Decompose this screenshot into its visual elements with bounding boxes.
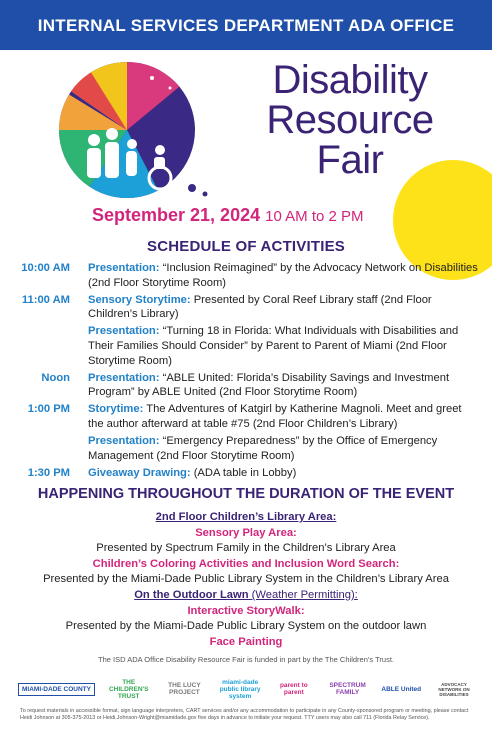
sensory-text: Presented by Spectrum Family in the Children’s Library Area (96, 542, 396, 555)
accessibility-fine-print: To request materials in accessible format, sign language interpreters, CART services and/or any accommodation to participate in any County-sponsored program or meeting, please contact Heidi Johnson at 305-375-2013 or Heidi.Johnson-Wright@miamidade.gov five days in advance to initiate your request. TTY users may also call 711 (Florida Relay Service). (20, 708, 469, 721)
face-painting: Face Painting (209, 635, 283, 648)
schedule-row (20, 293, 480, 322)
ongoing-activities (0, 510, 492, 650)
schedule-time: 1:00 PM (27, 403, 70, 416)
lawn-note: (Weather Permitting): (248, 588, 358, 601)
schedule-label: Presentation: (88, 435, 160, 448)
happening-heading: HAPPENING THROUGHOUT THE DURATION OF THE EVENT (37, 486, 455, 502)
schedule-label: Presentation: (88, 371, 160, 384)
advocacy-network-logo: ADVOCACY NETWORK ON DISABILITIES (438, 681, 470, 697)
schedule-text: Presented by Coral Reef Library staff (2nd Floor Children’s Library) (88, 293, 432, 321)
schedule-text: (ADA table in Lobby) (190, 466, 297, 479)
date-text: September 21, 2024 (92, 205, 261, 225)
sensory-title: Sensory Play Area: (195, 526, 297, 539)
able-united-logo: ABLE United (381, 685, 422, 693)
schedule-row (20, 371, 480, 400)
library-system-logo: miami-dade public library system (219, 678, 261, 700)
schedule-text: “Turning 18 in Florida: What Individuals with Disabilities and Their Families Should Consider” by Parent to Parent of Miami (2nd Floor Storytime Room) (88, 325, 459, 367)
sponsor-logos (18, 675, 478, 703)
schedule-row (20, 324, 480, 368)
schedule-row (20, 402, 480, 431)
children-area-heading: 2nd Floor Children’s Library Area: (155, 511, 337, 523)
schedule-text: “Emergency Preparedness” by the Office of Emergency Management (2nd Floor Storytime Room) (88, 435, 438, 462)
header-banner: INTERNAL SERVICES DEPARTMENT ADA OFFICE (0, 0, 492, 50)
lawn-heading: On the Outdoor Lawn (134, 588, 249, 601)
time-text: 10 AM to 2 PM (265, 208, 364, 225)
lucy-project-logo: THE LUCY PROJECT (168, 682, 201, 696)
schedule-heading: SCHEDULE OF ACTIVITIES (146, 238, 346, 255)
schedule-label: Sensory Storytime: (88, 293, 191, 306)
event-date (92, 205, 412, 226)
family-logo-icon (42, 58, 212, 198)
schedule-row (20, 434, 480, 463)
title-line-3: Fair (316, 138, 384, 182)
parent-to-parent-logo: parent to parent (279, 682, 308, 696)
schedule-text: The Adventures of Katgirl by Katherine Magnoli. Meet and greet the author afterward at table #75 (2nd Floor Children’s Library) (88, 403, 462, 430)
spectrum-family-logo: SPECTRUM FAMILY (329, 682, 366, 696)
miami-dade-logo: MIAMI-DADE COUNTY (18, 683, 95, 696)
schedule-label: Giveaway Drawing: (88, 466, 191, 479)
schedule-time: Noon (41, 371, 70, 384)
schedule-time: 10:00 AM (21, 262, 70, 274)
storywalk-title: Interactive StoryWalk: (187, 604, 305, 617)
coloring-title: Children’s Coloring Activities and Inclusion Word Search: (92, 557, 400, 570)
schedule-label: Storytime: (88, 403, 144, 416)
coloring-text: Presented by the Miami-Dade Public Library System in the Children’s Library Area (43, 573, 449, 586)
childrens-trust-logo: THE CHILDREN'S TRUST (108, 678, 149, 700)
schedule-row (20, 466, 480, 481)
title-line-2: Resource (266, 98, 434, 142)
title-line-1: Disability (272, 58, 428, 102)
schedule-list (20, 261, 480, 483)
event-title (240, 60, 460, 180)
schedule-time: 1:30 PM (27, 466, 70, 479)
storywalk-text: Presented by the Miami-Dade Public Library System on the outdoor lawn (65, 620, 427, 633)
schedule-text: “Inclusion Reimagined” by the Advocacy Network on Disabilities (2nd Floor Storytime Room) (88, 262, 478, 289)
schedule-time (20, 434, 88, 463)
funding-note: The ISD ADA Office Disability Resource Fair is funded in part by the The Children’s Trust. (98, 655, 394, 664)
schedule-time: 11:00 AM (21, 293, 70, 306)
schedule-text: “ABLE United: Florida’s Disability Savings and Investment Program” by ABLE United (2nd Floor Storytime Room) (88, 371, 450, 399)
schedule-time (20, 324, 88, 368)
schedule-label: Presentation: (88, 262, 160, 274)
schedule-row (20, 261, 480, 290)
schedule-label: Presentation: (88, 325, 160, 338)
